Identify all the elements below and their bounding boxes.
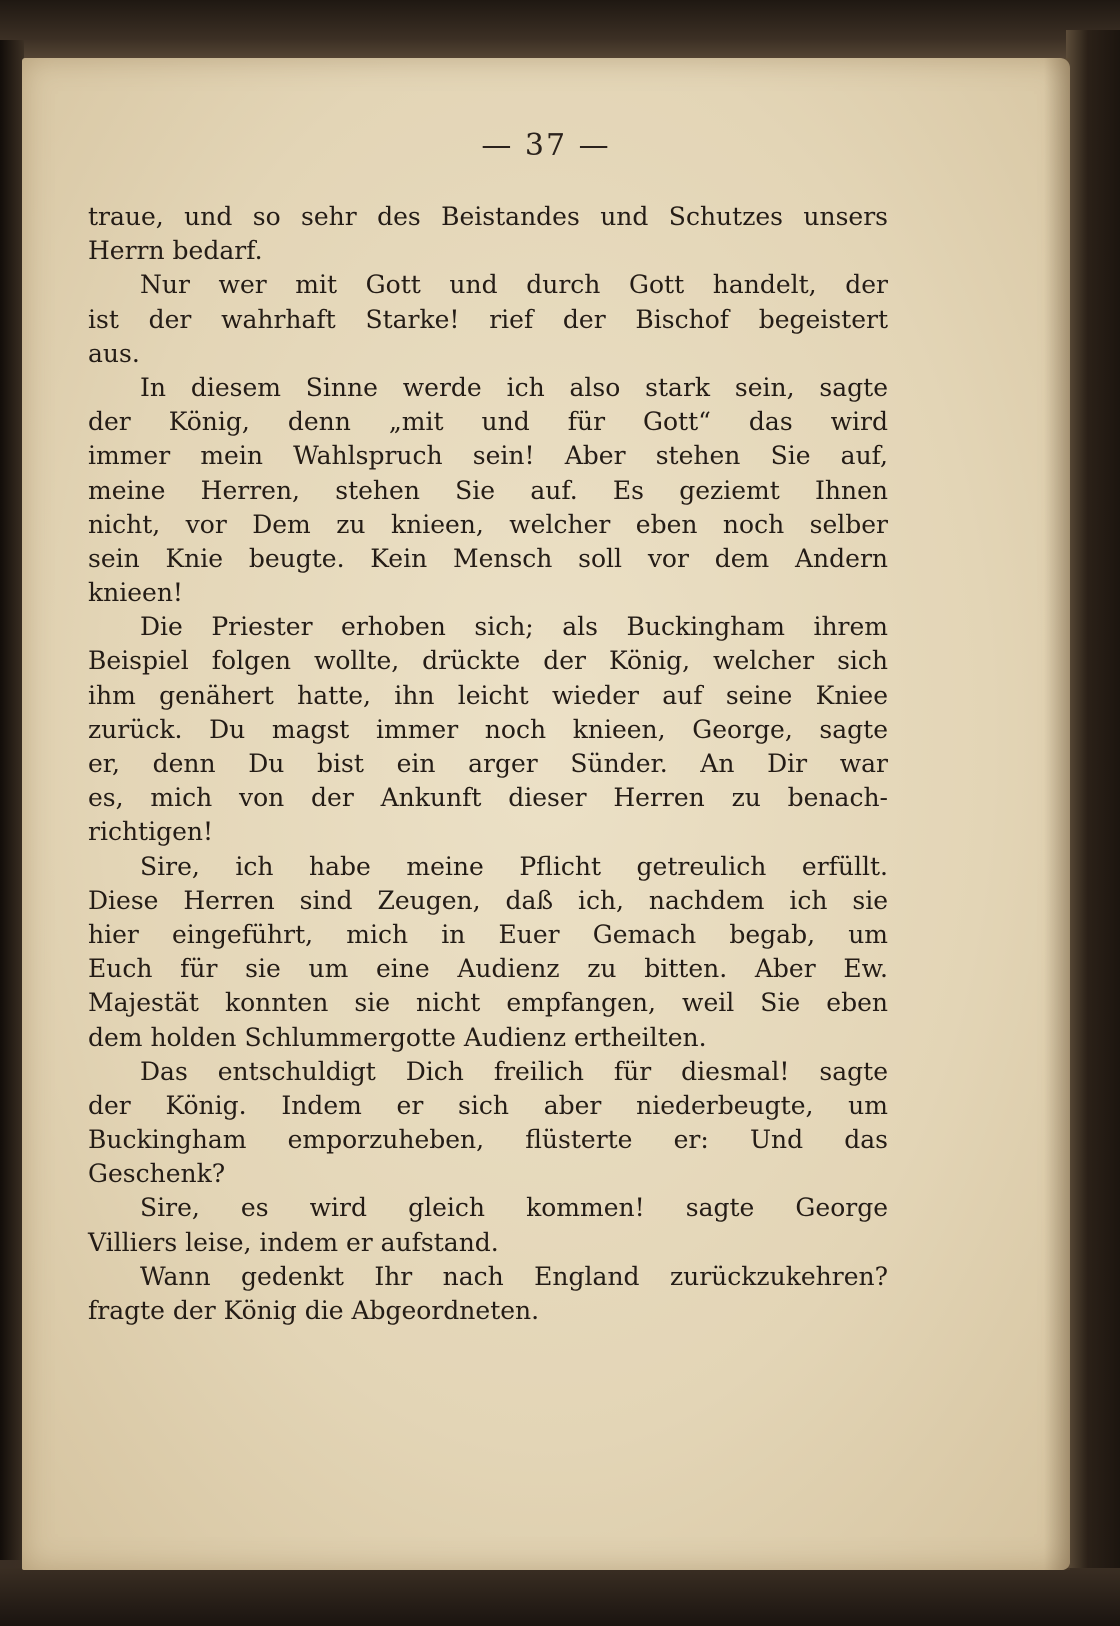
- text-line: Nur wer mit Gott und durch Gott handelt, der: [140, 270, 888, 300]
- text-line: Buckingham emporzuheben, flüsterte er: Und das: [88, 1125, 888, 1155]
- text-line: er, denn Du bist ein arger Sünder. An Dir war: [88, 749, 888, 778]
- body-text: [88, 200, 888, 1328]
- text-line: richtigen!: [88, 817, 214, 847]
- text-line: Sire, ich habe meine Pflicht getreulich erfüllt.: [140, 851, 888, 881]
- text-line: immer mein Wahlspruch sein! Aber stehen Sie auf,: [88, 441, 888, 471]
- book-cover-right-edge: [1066, 30, 1120, 1590]
- text-line: ihm genähert hatte, ihn leicht wieder auf seine Kniee: [88, 680, 888, 710]
- text-line: Villiers leise, indem er aufstand.: [88, 1227, 499, 1257]
- text-line: dem holden Schlummergotte Audienz ertheilten.: [88, 1022, 707, 1052]
- text-line: knieen!: [88, 578, 183, 608]
- text-line: sein Knie beugte. Kein Mensch soll vor dem Andern: [88, 543, 888, 573]
- page-edge-shadow: [1044, 58, 1070, 1570]
- book-page: [22, 58, 1070, 1570]
- text-line: meine Herren, stehen Sie auf. Es geziemt Ihnen: [88, 475, 888, 505]
- text-line: der König. Indem er sich aber niederbeugte, um: [88, 1090, 888, 1120]
- text-line: der König, denn „mit und für Gott“ das wird: [88, 407, 888, 437]
- text-line: ist der wahrhaft Starke! rief der Bischof begeistert: [88, 304, 888, 334]
- text-line: Das entschuldigt Dich freilich für diesmal! sagte: [140, 1056, 888, 1086]
- book-cover-bottom-edge: [0, 1568, 1120, 1626]
- book-spine-left-edge: [0, 40, 24, 1560]
- text-line: zurück. Du magst immer noch knieen, George, sagte: [88, 714, 888, 744]
- text-line: traue, und so sehr des Beistandes und Schutzes unsers: [88, 202, 888, 231]
- text-line: aus.: [88, 338, 140, 368]
- text-line: Die Priester erhoben sich; als Buckingham ihrem: [140, 612, 888, 642]
- text-line: Majestät konnten sie nicht empfangen, weil Sie eben: [88, 988, 888, 1018]
- text-line: Herrn bedarf.: [88, 236, 263, 266]
- text-line: Euch für sie um eine Audienz zu bitten. Aber Ew.: [88, 954, 888, 984]
- text-line: Beispiel folgen wollte, drückte der König, welcher sich: [88, 646, 888, 676]
- text-line: Wann gedenkt Ihr nach England zurückzukehren?: [140, 1261, 888, 1291]
- book-cover-top-edge: [0, 0, 1120, 64]
- text-line: In diesem Sinne werde ich also stark sein, sagte: [140, 372, 888, 402]
- text-line: hier eingeführt, mich in Euer Gemach begab, um: [88, 919, 888, 949]
- page-number: — 37 —: [481, 128, 611, 163]
- text-line: Diese Herren sind Zeugen, daß ich, nachdem ich sie: [88, 885, 888, 915]
- text-line: es, mich von der Ankunft dieser Herren zu benach-: [88, 783, 888, 813]
- text-line: Sire, es wird gleich kommen! sagte George: [140, 1193, 888, 1223]
- text-line: fragte der König die Abgeordneten.: [88, 1296, 540, 1325]
- text-line: nicht, vor Dem zu knieen, welcher eben noch selber: [88, 509, 888, 539]
- text-line: Geschenk?: [88, 1159, 226, 1189]
